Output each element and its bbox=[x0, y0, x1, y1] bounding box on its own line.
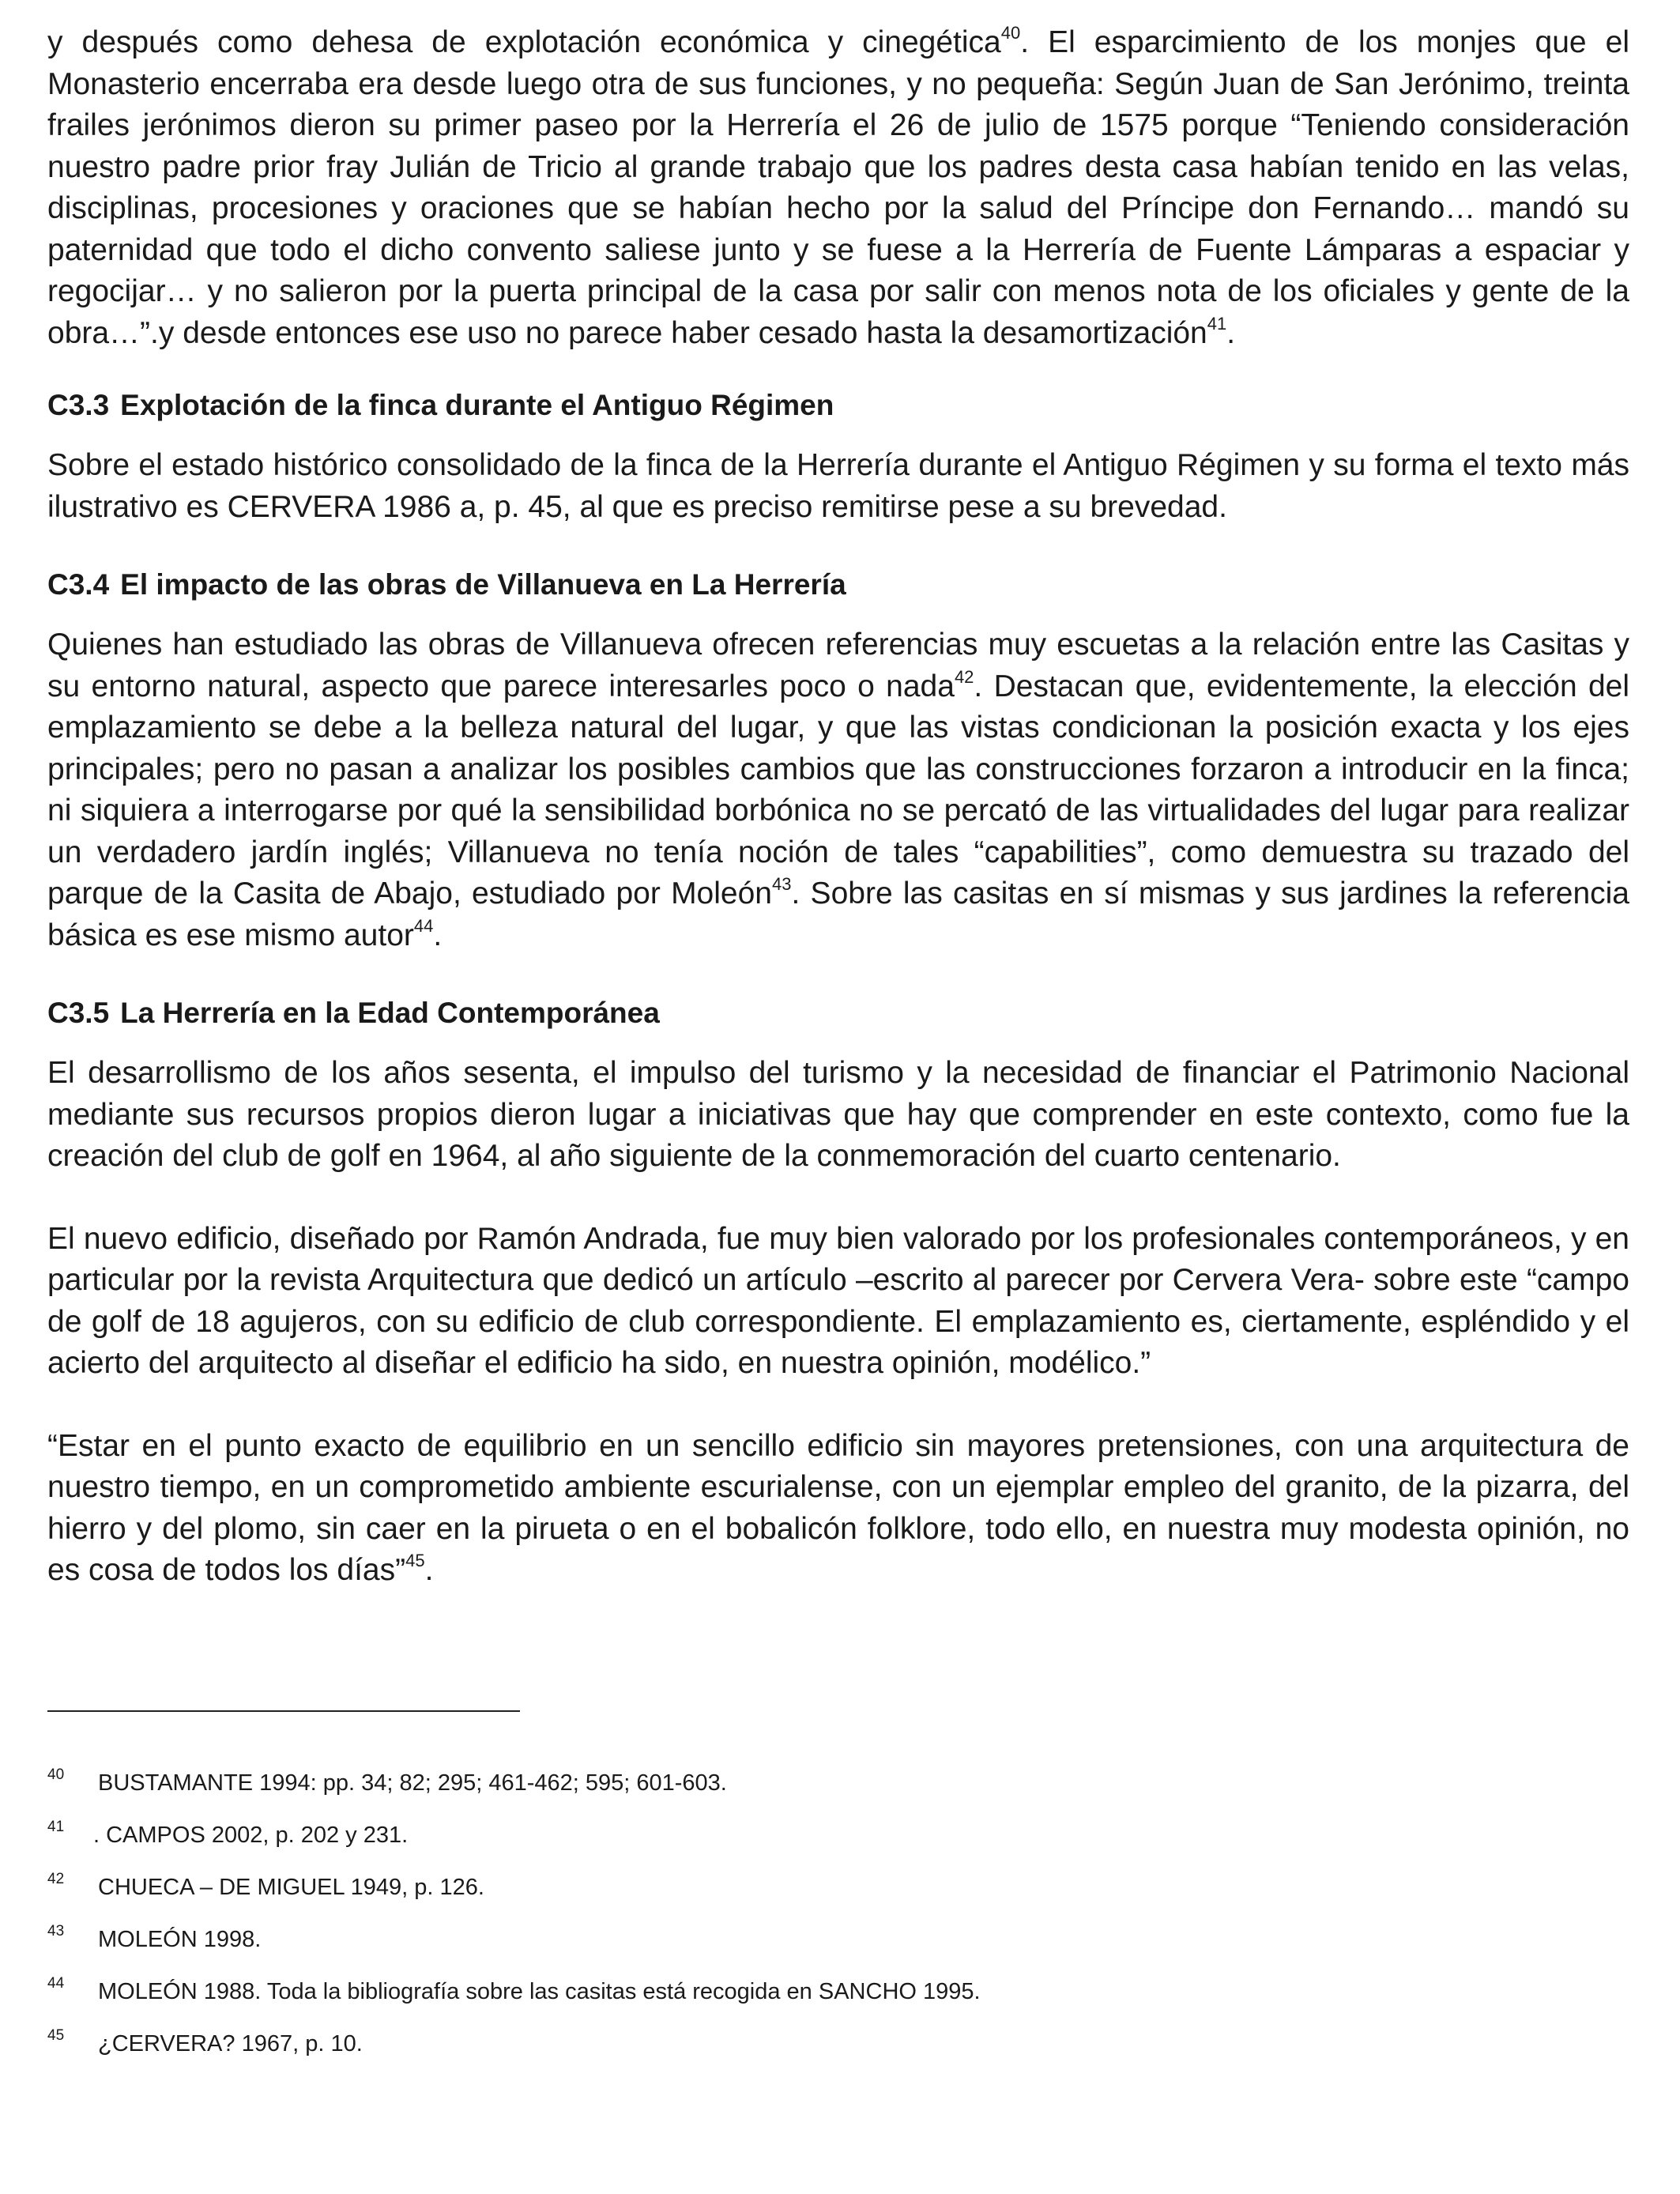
footnote-text: CHUECA – DE MIGUEL 1949, p. 126. bbox=[98, 1875, 484, 1900]
section-c35-paragraph-3 bbox=[47, 1426, 1629, 1592]
intro-paragraph bbox=[47, 22, 1629, 354]
section-title: Explotación de la finca durante el Antiguo Régimen bbox=[120, 389, 834, 421]
section-heading-c35 bbox=[47, 993, 1629, 1034]
footnote-number: 40 bbox=[47, 1766, 65, 1783]
footnote-42 bbox=[47, 1872, 1470, 1924]
section-number: C3.5 bbox=[47, 997, 110, 1029]
footnote-ref-42[interactable]: 42 bbox=[954, 666, 974, 687]
section-title: La Herrería en la Edad Contemporánea bbox=[120, 997, 660, 1029]
section-c34-text-3: . Sobre las casitas en sí mismas y sus jardines la referencia básica es ese mismo autor bbox=[47, 876, 1629, 952]
section-c35-quote-end: . bbox=[424, 1553, 434, 1587]
footnote-number: 42 bbox=[47, 1871, 65, 1887]
section-c34-text-4: . bbox=[433, 918, 443, 952]
footnote-ref-43[interactable]: 43 bbox=[771, 874, 792, 894]
footnote-41 bbox=[47, 1819, 1470, 1872]
footnote-text: MOLEÓN 1998. bbox=[98, 1927, 262, 1952]
footnote-text: BUSTAMANTE 1994: pp. 34; 82; 295; 461-462; 595; 601-603. bbox=[98, 1770, 727, 1796]
footnote-number: 41 bbox=[47, 1819, 65, 1835]
footnote-45 bbox=[47, 2028, 1470, 2080]
section-c34-paragraph bbox=[47, 624, 1629, 956]
footnote-number: 45 bbox=[47, 2027, 65, 2044]
footnote-text: ¿CERVERA? 1967, p. 10. bbox=[98, 2031, 363, 2056]
footnote-40 bbox=[47, 1767, 1470, 1819]
footnote-text: MOLEÓN 1988. Toda la bibliografía sobre las casitas está recogida en SANCHO 1995. bbox=[98, 1979, 981, 2004]
section-c35-paragraph-2: El nuevo edificio, diseñado por Ramón Andrada, fue muy bien valorado por los profesionales contemporáneos, y en particular por la revista Arquitectura que dedicó un artículo –escrito al parecer por Cervera Vera- sobre este “campo de golf de 18 agujeros, con su edificio de club correspondiente. El emplazamiento es, ciertamente, espléndido y el acierto del arquitecto al diseñar el edificio ha sido, en nuestra opinión, modélico.” bbox=[47, 1221, 1629, 1380]
footnote-number: 44 bbox=[47, 1975, 65, 1992]
footnote-ref-45[interactable]: 45 bbox=[405, 1551, 425, 1570]
section-c34-text-2: . Destacan que, evidentemente, la elección del emplazamiento se debe a la belleza natural del lugar, y que las vistas condicionan la posición exacta y los ejes principales; pero no pasan a analizar los posibles cambios que las construcciones forzaron a introducir en la finca; ni siquiera a interrogarse por qué la sensibilidad borbónica no se percató de las virtualidades del lugar para realizar un verdadero jardín inglés; Villanueva no tenía noción de tales “capabilities”, como demuestra su trazado del parque de la Casita de Abajo, estudiado por Moleón bbox=[47, 669, 1629, 910]
intro-text-2: . El esparcimiento de los monjes que el Monasterio encerraba era desde luego otra de sus funciones, y no pequeña: Según Juan de San Jerónimo, treinta frailes jerónimos dieron su primer paseo por la Herrería el 26 de julio de 1575 porque “Teniendo consideración nuestro padre prior fray Julián de Tricio al grande trabajo que los padres desta casa habían tenido en las velas, disciplinas, procesiones y oraciones que se habían hecho por la salud del Príncipe don Fernando… mandó su paternidad que todo el dicho convento saliese junto y se fuese a la Herrería de Fuente Lámparas a espaciar y regocijar… y no salieron por la puerta principal de la casa por salir con menos nota de los oficiales y gente de la obra…”.y desde entonces ese uso no parece haber cesado hasta la desamortización bbox=[47, 25, 1629, 350]
section-number: C3.3 bbox=[47, 389, 110, 421]
footnote-text: . CAMPOS 2002, p. 202 y 231. bbox=[93, 1823, 409, 1848]
section-title: El impacto de las obras de Villanueva en La Herrería bbox=[120, 568, 846, 601]
footnote-separator bbox=[47, 1710, 520, 1712]
document-page bbox=[47, 22, 1629, 1592]
footnote-ref-40[interactable]: 40 bbox=[1000, 23, 1021, 43]
footnotes bbox=[47, 1767, 1470, 2080]
footnote-43 bbox=[47, 1924, 1470, 1976]
section-heading-c33 bbox=[47, 385, 1629, 426]
section-c35-paragraph-1: El desarrollismo de los años sesenta, el impulso del turismo y la necesidad de financiar el Patrimonio Nacional mediante sus recursos propios dieron lugar a iniciativas que hay que comprender en este contexto, como fue la creación del club de golf en 1964, al año siguiente de la conmemoración del cuarto centenario. bbox=[47, 1056, 1629, 1173]
footnote-ref-44[interactable]: 44 bbox=[413, 915, 434, 936]
section-number: C3.4 bbox=[47, 568, 110, 601]
intro-text-3: . bbox=[1226, 315, 1236, 350]
intro-text-1: y después como dehesa de explotación económica y cinegética bbox=[47, 25, 1001, 59]
footnote-44 bbox=[47, 1976, 1470, 2028]
section-c34-text-1: Quienes han estudiado las obras de Villanueva ofrecen referencias muy escuetas a la relación entre las Casitas y su entorno natural, aspecto que parece interesarles poco o nada bbox=[47, 628, 1629, 703]
section-c35-quote: “Estar en el punto exacto de equilibrio en un sencillo edificio sin mayores pretensiones, con una arquitectura de nuestro tiempo, en un comprometido ambiente escurialense, con un ejemplar empleo del granito, de la pizarra, del hierro y del plomo, sin caer en la pirueta o en el bobalicón folklore, todo ello, en nuestra muy modesta opinión, no es cosa de todos los días” bbox=[47, 1428, 1629, 1587]
footnote-ref-41[interactable]: 41 bbox=[1207, 313, 1227, 334]
section-c33-paragraph: Sobre el estado histórico consolidado de la finca de la Herrería durante el Antiguo Régimen y su forma el texto más ilustrativo es CERVERA 1986 a, p. 45, al que es preciso remitirse pese a su brevedad. bbox=[47, 448, 1629, 524]
section-heading-c34 bbox=[47, 564, 1629, 605]
footnote-number: 43 bbox=[47, 1923, 65, 1940]
